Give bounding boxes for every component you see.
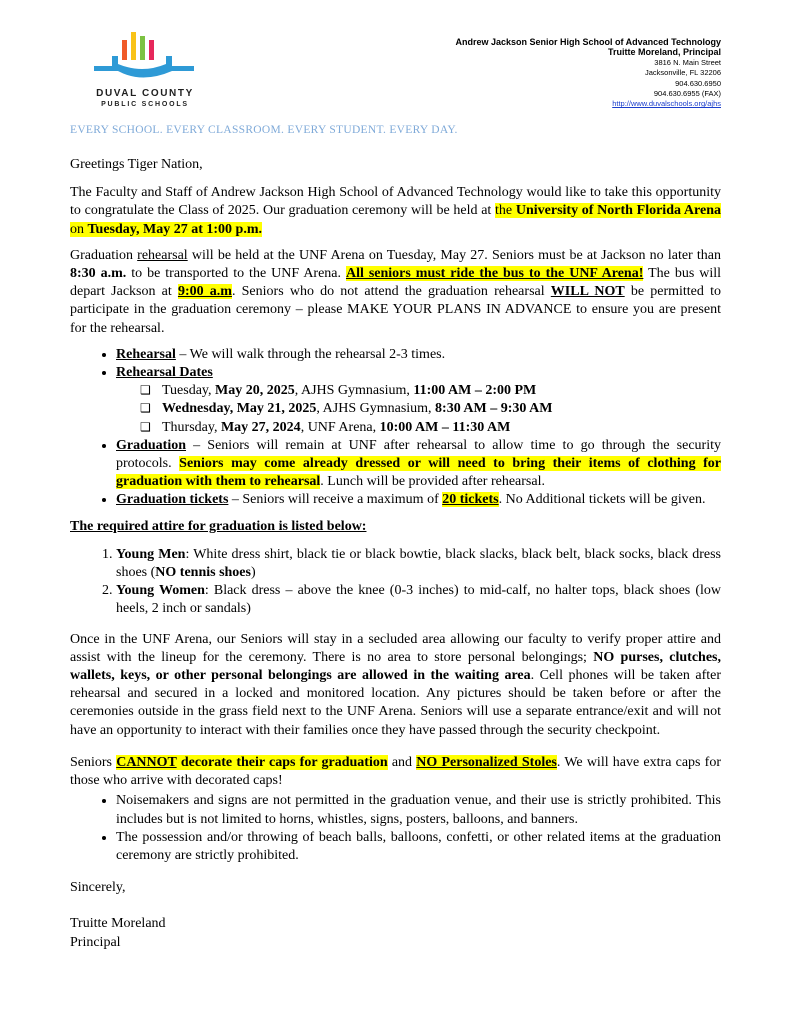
date-day: Thursday, [162, 419, 221, 435]
intro-paragraph [70, 184, 721, 239]
intro-text: The Faculty and Staff of Andrew Jackson High School of Advanced Technology would like to take this opportunity to congratulate the Class of 2025. Our graduation ceremony will be held at [70, 185, 721, 219]
young-women-label: Young Women [116, 583, 205, 599]
rehearsal-description: – We will walk through the rehearsal 2-3 times. [175, 346, 446, 362]
caps-text-f: . We will have extra caps for those who arrive with decorated caps! [70, 754, 722, 789]
date-day: Tuesday, [162, 383, 216, 399]
street-address: 3816 N. Main Street [654, 57, 721, 67]
prohibited-items-list [70, 792, 721, 865]
rehearsal-dates-list [116, 382, 721, 437]
bus-requirement: All seniors must ride the bus to the UNF Arena! [345, 266, 644, 282]
city-address: Jacksonville, FL 32206 [644, 68, 721, 78]
greeting: Greetings Tiger Nation, [70, 157, 203, 172]
attire-heading: The required attire for graduation is listed below: [70, 518, 367, 534]
will-not-warning: WILL NOT [550, 284, 625, 300]
rehearsal-info-list [70, 346, 721, 510]
rehearsal-label: Rehearsal [116, 346, 176, 362]
intro-highlight-the: the [495, 203, 516, 219]
phone-number: 904.630.6950 [675, 78, 721, 88]
logo-bar-green [140, 36, 145, 60]
letter-body [70, 156, 721, 952]
rehearsal-dates-label: Rehearsal Dates [116, 365, 213, 381]
list-item: • Noisemakers and signs are not permitted in the graduation venue, and their use is strictly prohibited. This includes but is not limited to horns, whistles, signs, posters, balloons, and banners. [116, 792, 721, 828]
school-name: Andrew Jackson Senior High School of Advanced Technology [455, 37, 721, 47]
duval-logo [84, 30, 204, 116]
rehearsal-date-item [140, 382, 721, 400]
signer-name: Truitte Moreland [70, 916, 166, 932]
date-place: , AJHS Gymnasium, [294, 383, 414, 399]
signer-title: Principal [70, 934, 121, 950]
principal-name: Truitte Moreland, Principal [607, 47, 721, 58]
graduation-lunch-note: . Lunch will be provided after rehearsal. [320, 474, 545, 490]
caps-text-a: Seniors [70, 754, 117, 770]
date-time: 8:30 AM – 9:30 AM [435, 401, 553, 417]
ceremony-datetime: Tuesday, May 27 at 1:00 p.m. [87, 221, 263, 237]
tickets-end: . No Additional tickets will be given. [498, 492, 706, 508]
intro-highlight-on: on [70, 221, 88, 237]
graduation-text: – Seniors will remain at UNF after rehearsal to allow time to go through the security protocols. [116, 437, 721, 472]
logo-bar-orange [122, 40, 127, 60]
rehearsal-text-k: be permitted to participate in the graduation ceremony – please MAKE YOUR PLANS IN ADVANCE to ensure you are present for the rehearsal. [70, 284, 721, 336]
closing: Sincerely, [70, 880, 126, 896]
rehearsal-text-g: The bus will depart Jackson at [70, 266, 722, 300]
list-item: • The possession and/or throwing of beach balls, balloons, confetti, or other related items at the graduation ceremony are strictly prohibited. [116, 829, 721, 865]
graduation-dress-note: Seniors may come already dressed or will need to bring their items of clothing for graduation with them to rehearsal [116, 456, 722, 490]
arrival-time: 8:30 a.m. [70, 266, 127, 282]
rehearsal-text-a: Graduation [70, 247, 138, 263]
tickets-text: – Seniors will receive a maximum of [228, 492, 443, 508]
date-time: 10:00 AM – 11:30 AM [379, 419, 511, 435]
signature-block [70, 879, 721, 952]
rehearsal-word: rehearsal [137, 247, 188, 263]
attire-list [70, 546, 721, 619]
logo-org-sub: PUBLIC SCHOOLS [101, 101, 189, 108]
rehearsal-text-e: to be transported to the UNF Arena. [126, 266, 346, 282]
list-item [116, 346, 721, 364]
no-stoles-rule: NO Personalized Stoles [416, 754, 557, 770]
list-item [116, 491, 721, 509]
cannot-word: CANNOT [116, 754, 177, 770]
arena-text-a: Once in the UNF Arena, our Seniors will stay in a secluded area allowing our faculty to verify proper attire and assist with the lineup for the ceremony. There is no area to store personal belongings; [70, 631, 721, 665]
logo-bar-pink [149, 40, 154, 60]
school-address-block [455, 37, 721, 110]
date-value: May 21, 2025 [236, 401, 317, 417]
young-men-label: Young Men [116, 546, 186, 562]
arena-paragraph [70, 631, 721, 740]
young-women-text: : Black dress – above the knee (0-3 inches) to mid-calf, no halter tops, black shoes (low heels, 2 inch or sandals) [116, 583, 721, 617]
school-website-link[interactable]: http://www.duvalschools.org/ajhs [612, 99, 721, 109]
list-item [116, 364, 721, 437]
list-item [116, 582, 721, 618]
caps-rule: decorate their caps for graduation [176, 754, 388, 770]
young-men-text: : White dress shirt, black tie or black bowtie, black slacks, black belt, black socks, black dress shoes ( [116, 546, 721, 581]
rehearsal-date-item [140, 419, 721, 437]
graduation-label: Graduation [116, 437, 187, 453]
young-men-end: ) [250, 565, 256, 581]
no-belongings-rule: NO purses, clutches, wallets, keys, or other personal belongings are allowed in the waiting area [70, 649, 721, 684]
district-tagline: EVERY SCHOOL. EVERY CLASSROOM. EVERY STUDENT. EVERY DAY. [70, 124, 458, 136]
rehearsal-text-c: will be held at the UNF Arena on Tuesday, May 27. Seniors must be at Jackson no later than [187, 247, 721, 263]
date-value: May 27, 2024 [220, 419, 301, 435]
date-time: 11:00 AM – 2:00 PM [413, 383, 537, 399]
rehearsal-paragraph [70, 247, 721, 338]
bus-departure-time: 9:00 a.m [177, 284, 232, 300]
fax-number: 904.630.6955 (FAX) [653, 89, 721, 99]
no-tennis-shoes: NO tennis shoes [155, 565, 251, 581]
tickets-label: Graduation tickets [116, 492, 229, 508]
date-place: , AJHS Gymnasium, [316, 401, 436, 417]
rehearsal-date-item [140, 400, 721, 418]
logo-org-name: DUVAL COUNTY [96, 88, 194, 99]
venue-name: University of North Florida Arena [515, 203, 722, 219]
ticket-count: 20 tickets [442, 492, 499, 508]
list-item [116, 437, 721, 492]
logo-bar-yellow [131, 32, 136, 60]
arena-text-c: . Cell phones will be taken after rehearsal and secured in a locked and monitored location. Any pictures should be taken before or after the ceremonies outside in the grass field next to the UNF Arena. Seniors will use a separate entrance/exit and will not have an opportunity to interact with their families once they have passed through the security checkpoint. [70, 668, 721, 738]
logo-graphic [90, 30, 198, 86]
rehearsal-text-i: . Seniors who do not attend the graduation rehearsal [231, 284, 551, 300]
list-item [116, 546, 721, 582]
caps-paragraph [70, 754, 721, 790]
date-value: May 20, 2025 [215, 383, 295, 399]
caps-text-d: and [387, 754, 417, 770]
date-place: , UNF Arena, [300, 419, 380, 435]
date-day: Wednesday, [162, 401, 237, 417]
